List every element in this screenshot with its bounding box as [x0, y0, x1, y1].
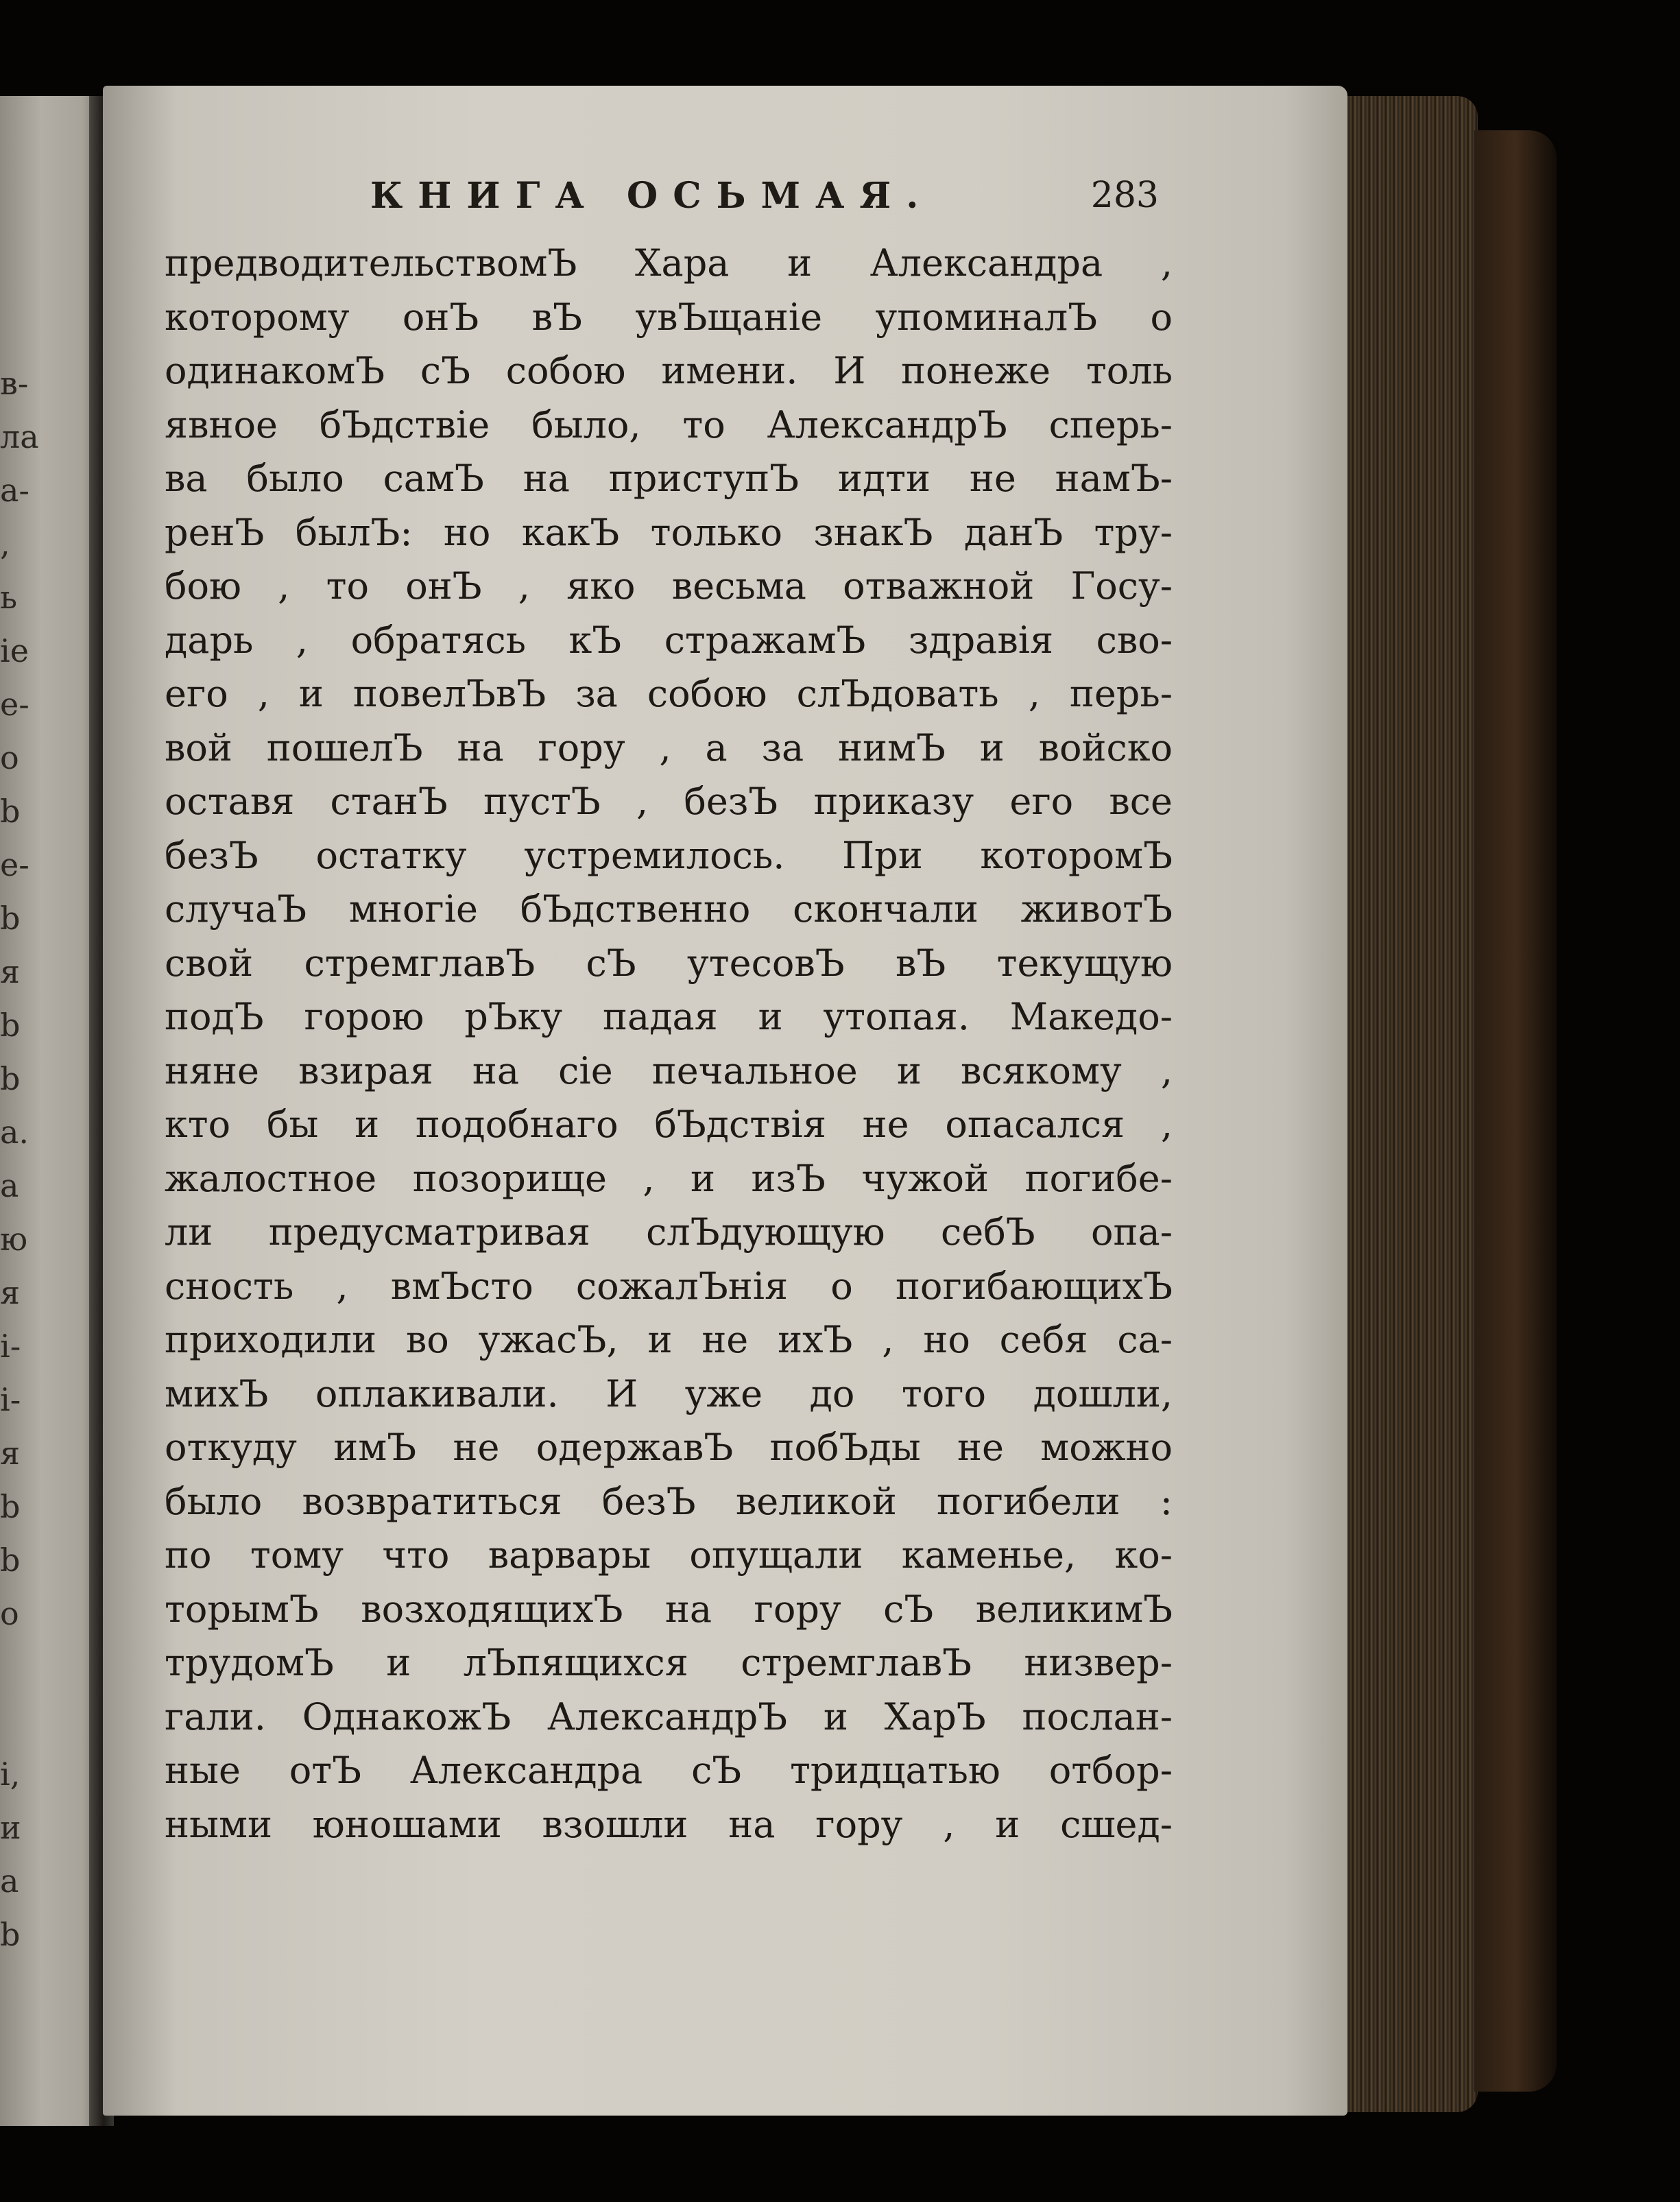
text-line: одинакомЪ сЪ собою имени. И понеже толь — [165, 349, 1173, 392]
text-line: случаЪ многіе бЪдственно скончали животЪ — [165, 887, 1173, 931]
previous-page-fragment-text: ie — [0, 632, 29, 669]
previous-page-fragment-text: я — [0, 953, 21, 990]
previous-page-fragment-text: ь — [0, 579, 18, 616]
text-line: которому онЪ вЪ увЪщаніе упоминалЪ о — [165, 295, 1173, 339]
text-line: бою , то онЪ , яко весьма отважной Госу- — [165, 564, 1173, 608]
text-line: кто бы и подобнаго бЪдствія не опасался , — [165, 1103, 1173, 1146]
text-line: по тому что варвары опущали каменье, ко- — [165, 1533, 1173, 1577]
text-line: михЪ оплакивали. И уже до того дошли, — [165, 1372, 1173, 1415]
previous-page-fragment-text: і, — [0, 1756, 21, 1793]
text-line: оставя станЪ пустЪ , безЪ приказу его все — [165, 780, 1173, 823]
page-block-edge — [1341, 96, 1478, 2112]
text-line: няне взирая на сіе печальное и всякому , — [165, 1049, 1173, 1092]
book-cover-edge — [1474, 130, 1557, 2092]
previous-page-fragment-text: b — [0, 1060, 21, 1097]
text-line: явное бЪдствіе было, то АлександрЪ сперь- — [165, 403, 1173, 446]
previous-page-fragment-text: я — [0, 1435, 21, 1472]
previous-page-fragment-text: , — [0, 525, 10, 562]
previous-page-fragment-text: а. — [0, 1114, 29, 1151]
previous-page-fragment-text: в- — [0, 365, 29, 402]
previous-page-fragment-text: ла — [0, 418, 39, 455]
page-body-text — [165, 237, 1173, 1852]
text-line: ренЪ былЪ: но какЪ только знакЪ данЪ тру- — [165, 510, 1173, 554]
page-number: 283 — [1090, 175, 1159, 216]
previous-page-fragment-text: b — [0, 1007, 21, 1044]
text-line: дарь , обратясь кЪ стражамЪ здравія сво- — [165, 618, 1173, 662]
previous-page-fragment-text: о — [0, 1595, 19, 1632]
previous-page-fragment-text: b — [0, 900, 21, 937]
text-line: гали. ОднакожЪ АлександрЪ и ХарЪ послан- — [165, 1695, 1173, 1738]
previous-page-fragment-text: я — [0, 1274, 21, 1311]
previous-page-fragment — [0, 96, 103, 2126]
previous-page-fragment-text: а- — [0, 472, 29, 509]
text-line: откуду имЪ не одержавЪ побЪды не можно — [165, 1426, 1173, 1469]
text-line: ва было самЪ на приступЪ идти не намЪ- — [165, 457, 1173, 500]
previous-page-fragment-text: b — [0, 793, 21, 830]
previous-page-fragment-text: а — [0, 1167, 19, 1204]
previous-page-fragment-text: е- — [0, 686, 29, 723]
text-line: свой стремглавЪ сЪ утесовЪ вЪ текущую — [165, 941, 1173, 985]
text-line: предводительствомЪ Хара и Александра , — [165, 241, 1173, 285]
text-line: безЪ остатку устремилось. При которомЪ — [165, 833, 1173, 877]
text-line: вой пошелЪ на гору , а за нимЪ и войско — [165, 726, 1173, 769]
text-line: жалостное позорище , и изЪ чужой погибе- — [165, 1156, 1173, 1200]
previous-page-fragment-text: b — [0, 1916, 21, 1953]
previous-page-line-ends — [0, 357, 55, 1961]
previous-page-fragment-text — [0, 1694, 55, 1747]
text-line: ными юношами взошли на гору , и сшед- — [165, 1802, 1173, 1846]
previous-page-fragment-text: е- — [0, 846, 29, 883]
previous-page-fragment-text: і- — [0, 1381, 21, 1418]
text-line: сность , вмЪсто сожалЪнія о погибающихЪ — [165, 1264, 1173, 1308]
text-line: приходили во ужасЪ, и не ихЪ , но себя са- — [165, 1318, 1173, 1361]
text-line: его , и повелЪвЪ за собою слЪдовать , перь- — [165, 672, 1173, 715]
previous-page-fragment-text: ю — [0, 1221, 28, 1258]
previous-page-fragment-text: і- — [0, 1328, 21, 1365]
running-title: КНИГА ОСЬМАЯ. — [370, 175, 934, 217]
previous-page-fragment-text: о — [0, 739, 19, 776]
text-line: ли предусматривая слЪдующую себЪ опа- — [165, 1210, 1173, 1254]
previous-page-fragment-text: и — [0, 1809, 21, 1846]
text-line: торымЪ возходящихЪ на гору сЪ великимЪ — [165, 1587, 1173, 1631]
text-line: трудомЪ и лЪпящихся стремглавЪ низвер- — [165, 1641, 1173, 1684]
page-header — [254, 175, 1159, 230]
text-line: было возвратиться безЪ великой погибели : — [165, 1479, 1173, 1523]
text-line: ные отЪ Александра сЪ тридцатью отбор- — [165, 1749, 1173, 1792]
previous-page-fragment-text: b — [0, 1488, 21, 1525]
previous-page-fragment-text: а — [0, 1863, 19, 1900]
text-line: подЪ горою рЪку падая и утопая. Македо- — [165, 995, 1173, 1038]
previous-page-fragment-text: b — [0, 1542, 21, 1579]
previous-page-fragment-text — [0, 1640, 55, 1694]
